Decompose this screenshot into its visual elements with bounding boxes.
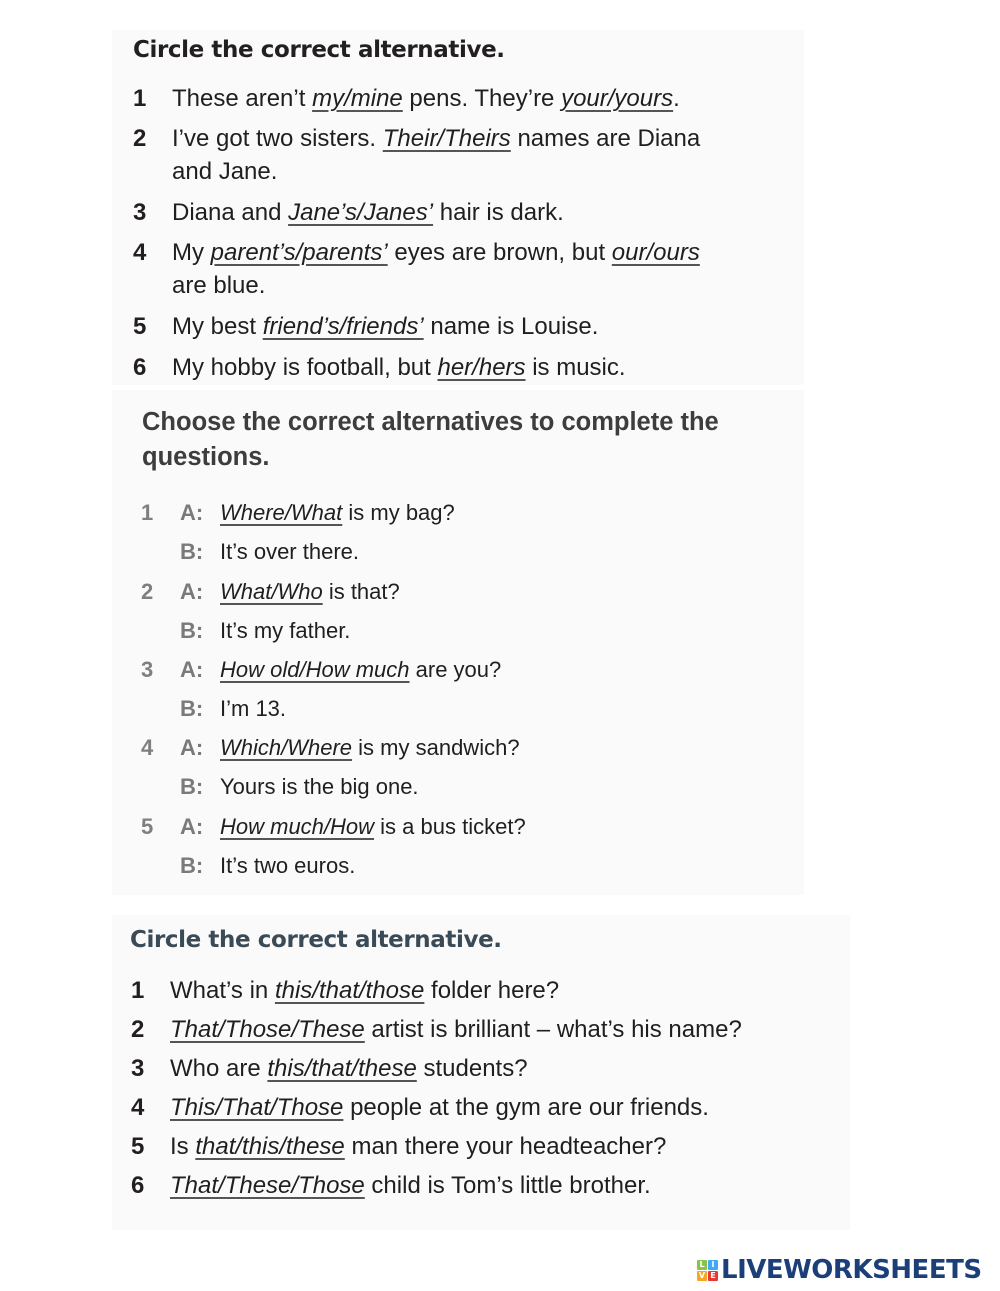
sentence-text: Diana and bbox=[172, 199, 289, 226]
sentence-text: names are Diana bbox=[510, 125, 701, 152]
item-number: 2 bbox=[133, 125, 147, 152]
alternative-choice[interactable]: this/that/these bbox=[267, 1055, 417, 1082]
alternative-choice[interactable]: Their/Theirs bbox=[382, 125, 511, 152]
sentence-text: is that? bbox=[322, 579, 400, 604]
answer-text: Yours is the big one. bbox=[220, 774, 419, 799]
section2-title: Choose the correct alternatives to complete the questions. bbox=[142, 408, 719, 471]
alternative-choice[interactable]: This/That/Those bbox=[170, 1094, 344, 1121]
item-text bbox=[170, 974, 559, 1007]
item-text bbox=[172, 351, 626, 384]
sentence-text: Who are bbox=[170, 1055, 268, 1082]
sentence-text: is my sandwich? bbox=[352, 735, 520, 760]
item-text bbox=[172, 196, 564, 229]
item-text bbox=[172, 310, 598, 343]
section3-title: Circle the correct alternative. bbox=[130, 927, 502, 953]
alternative-choice[interactable]: Where/What bbox=[220, 500, 343, 525]
item-number: 5 bbox=[141, 814, 154, 839]
item-number: 1 bbox=[133, 85, 147, 112]
item-text bbox=[170, 1091, 709, 1124]
sentence-text: name is Louise. bbox=[423, 313, 599, 340]
sentence-text: and Jane. bbox=[172, 158, 278, 185]
item-number: 1 bbox=[131, 977, 145, 1004]
speaker-a-label: A: bbox=[180, 579, 204, 604]
item-number: 3 bbox=[131, 1055, 145, 1082]
question-text bbox=[220, 577, 400, 607]
sentence-text: students? bbox=[416, 1055, 528, 1082]
logo-letter-tile: I bbox=[708, 1260, 718, 1270]
alternative-choice[interactable]: my/mine bbox=[312, 85, 403, 112]
sentence-text: is my bag? bbox=[342, 500, 455, 525]
question-text bbox=[220, 812, 526, 842]
answer-text: It’s my father. bbox=[220, 618, 351, 643]
alternative-choice[interactable]: That/Those/These bbox=[170, 1016, 365, 1043]
alternative-choice[interactable]: That/These/Those bbox=[170, 1172, 365, 1199]
item-text bbox=[172, 236, 700, 269]
question-text bbox=[220, 733, 520, 763]
sentence-text: is music. bbox=[525, 354, 626, 381]
speaker-a-label: A: bbox=[180, 500, 204, 525]
sentence-text: My bbox=[172, 239, 211, 266]
sentence-text: . bbox=[673, 85, 680, 112]
item-number: 4 bbox=[131, 1094, 145, 1121]
item-number: 4 bbox=[133, 239, 147, 266]
alternative-choice[interactable]: her/hers bbox=[437, 354, 526, 381]
sentence-text: is a bus ticket? bbox=[374, 814, 526, 839]
sentence-text: man there your headteacher? bbox=[344, 1133, 667, 1160]
item-number: 2 bbox=[131, 1016, 145, 1043]
item-number: 4 bbox=[141, 735, 154, 760]
item-text bbox=[170, 1013, 742, 1046]
alternative-choice[interactable]: Jane’s/Janes’ bbox=[288, 199, 434, 226]
sentence-text: are you? bbox=[409, 657, 502, 682]
logo-letter-tile: L bbox=[697, 1260, 707, 1270]
speaker-a-label: A: bbox=[180, 735, 204, 760]
alternative-choice[interactable]: Which/Where bbox=[220, 735, 353, 760]
sentence-text: My best bbox=[172, 313, 263, 340]
speaker-b-label: B: bbox=[180, 853, 204, 878]
sentence-text: people at the gym are our friends. bbox=[343, 1094, 709, 1121]
logo-letter-tile: E bbox=[708, 1271, 718, 1281]
question-text bbox=[220, 498, 455, 528]
alternative-choice[interactable]: How much/How bbox=[220, 814, 375, 839]
item-text bbox=[172, 82, 680, 115]
alternative-choice[interactable]: How old/How much bbox=[220, 657, 410, 682]
item-text bbox=[170, 1169, 651, 1202]
item-number: 1 bbox=[141, 500, 154, 525]
sentence-text: hair is dark. bbox=[433, 199, 564, 226]
speaker-b-label: B: bbox=[180, 618, 204, 643]
speaker-b-label: B: bbox=[180, 539, 204, 564]
item-text bbox=[172, 122, 700, 155]
sentence-text: folder here? bbox=[424, 977, 560, 1004]
sentence-text: artist is brilliant – what’s his name? bbox=[364, 1016, 742, 1043]
item-text bbox=[172, 269, 265, 302]
answer-text: I’m 13. bbox=[220, 696, 287, 721]
alternative-choice[interactable]: our/ours bbox=[611, 239, 700, 266]
question-text bbox=[220, 655, 501, 685]
item-number: 5 bbox=[133, 313, 147, 340]
sentence-text: pens. They’re bbox=[402, 85, 562, 112]
item-number: 3 bbox=[141, 657, 154, 682]
item-number: 3 bbox=[133, 199, 147, 226]
sentence-text: These aren’t bbox=[172, 85, 313, 112]
answer-text: It’s over there. bbox=[220, 539, 359, 564]
speaker-a-label: A: bbox=[180, 657, 204, 682]
item-number: 6 bbox=[133, 354, 147, 381]
sentence-text: My hobby is football, but bbox=[172, 354, 438, 381]
speaker-b-label: B: bbox=[180, 774, 204, 799]
item-number: 5 bbox=[131, 1133, 145, 1160]
section1-title: Circle the correct alternative. bbox=[133, 37, 505, 63]
logo-letter-tile: V bbox=[698, 1271, 706, 1280]
speaker-b-label: B: bbox=[180, 696, 204, 721]
item-number: 2 bbox=[141, 579, 154, 604]
item-number: 6 bbox=[131, 1172, 145, 1199]
alternative-choice[interactable]: this/that/those bbox=[274, 977, 425, 1004]
sentence-text: eyes are brown, but bbox=[387, 239, 612, 266]
alternative-choice[interactable]: your/yours bbox=[561, 85, 674, 112]
liveworksheets-logo bbox=[697, 1255, 982, 1285]
item-text bbox=[172, 155, 277, 188]
alternative-choice[interactable]: that/this/these bbox=[195, 1133, 345, 1160]
logo-text: LIVEWORKSHEETS bbox=[721, 1255, 982, 1285]
item-text bbox=[170, 1130, 666, 1163]
liveworksheets-logo-icon bbox=[697, 1260, 718, 1281]
alternative-choice[interactable]: friend’s/friends’ bbox=[262, 313, 424, 340]
sentence-text: I’ve got two sisters. bbox=[172, 125, 383, 152]
alternative-choice[interactable]: parent’s/parents’ bbox=[210, 239, 388, 266]
sentence-text: What’s in bbox=[170, 977, 275, 1004]
alternative-choice[interactable]: What/Who bbox=[220, 579, 323, 604]
item-text bbox=[170, 1052, 528, 1085]
answer-text: It’s two euros. bbox=[220, 853, 356, 878]
sentence-text: are blue. bbox=[172, 272, 266, 299]
sentence-text: child is Tom’s little brother. bbox=[364, 1172, 651, 1199]
sentence-text: Is bbox=[170, 1133, 196, 1160]
speaker-a-label: A: bbox=[180, 814, 204, 839]
